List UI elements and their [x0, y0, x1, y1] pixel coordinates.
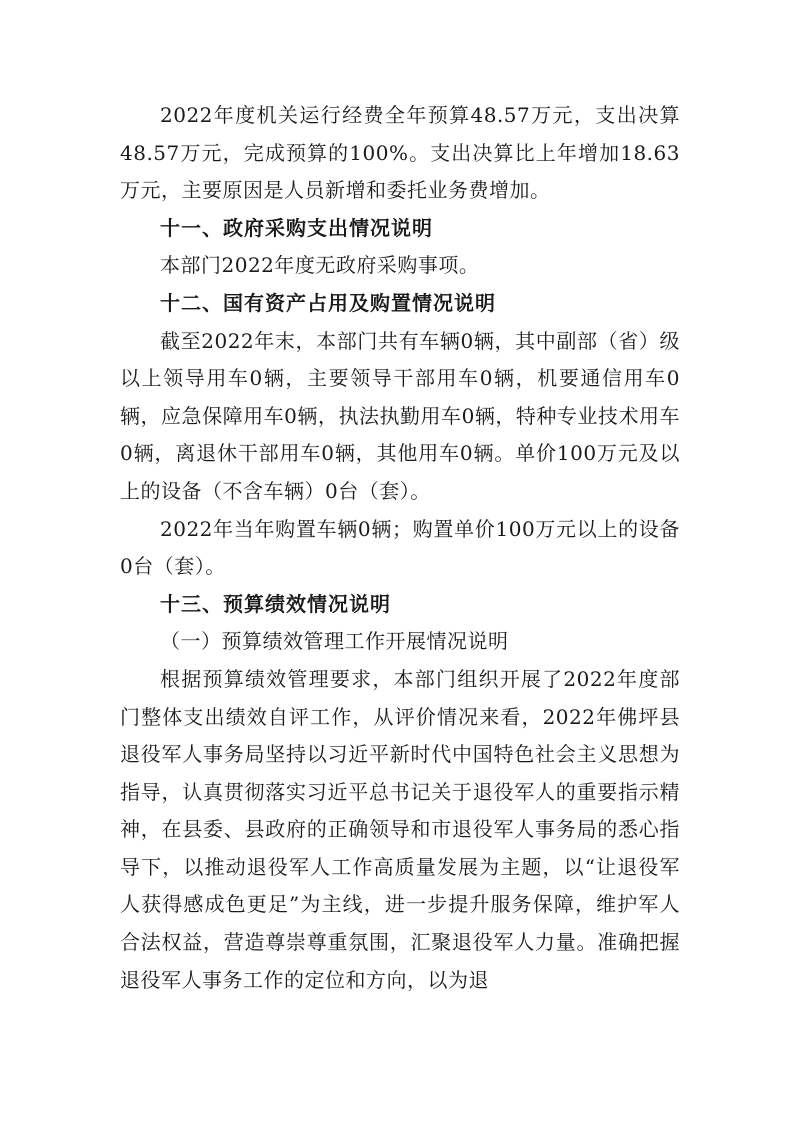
document-page — [120, 97, 680, 999]
heading-state-assets: 十二、国有资产占用及购置情况说明 — [160, 290, 496, 315]
paragraph-procurement: 本部门2022年度无政府采购事项。 — [160, 253, 480, 278]
paragraph-vehicles: 截至2022年末，本部门共有车辆0辆，其中副部（省）级以上领导用车0辆，主要领导干部用车0辆，机要通信用车0辆，应急保障用车0辆，执法执勤用车0辆，特种专业技术用车0辆，离退休干部用车0辆，其他用车0辆。单价100万元及以上的设备（不含车辆）0台（套）。 — [120, 328, 680, 503]
subheading-performance-management: （一）预算绩效管理工作开展情况说明 — [160, 629, 509, 654]
paragraph-vehicle-purchase: 2022年当年购置车辆0辆；购置单价100万元以上的设备0台（套）。 — [120, 516, 680, 579]
paragraph-performance-evaluation: 根据预算绩效管理要求，本部门组织开展了2022年度部门整体支出绩效自评工作，从评价情况来看，2022年佛坪县退役军人事务局坚持以习近平新时代中国特色社会主义思想为指导，认真贯彻落实习近平总书记关于退役军人的重要指示精神，在县委、县政府的正确领导和市退役军人事务局的悉心指导下，以推动退役军人工作高质量发展为主题，以“让退役军人获得感成色更足”为主线，进一步提升服务保障，维护军人合法权益，营造尊崇尊重氛围，汇聚退役军人力量。准确把握退役军人事务工作的定位和方向，以为退 — [120, 666, 680, 992]
paragraph-operating-expenses: 2022年度机关运行经费全年预算48.57万元，支出决算48.57万元，完成预算的100%。支出决算比上年增加18.63万元，主要原因是人员新增和委托业务费增加。 — [120, 103, 680, 203]
heading-government-procurement: 十一、政府采购支出情况说明 — [160, 215, 433, 240]
heading-budget-performance: 十三、预算绩效情况说明 — [160, 591, 391, 616]
